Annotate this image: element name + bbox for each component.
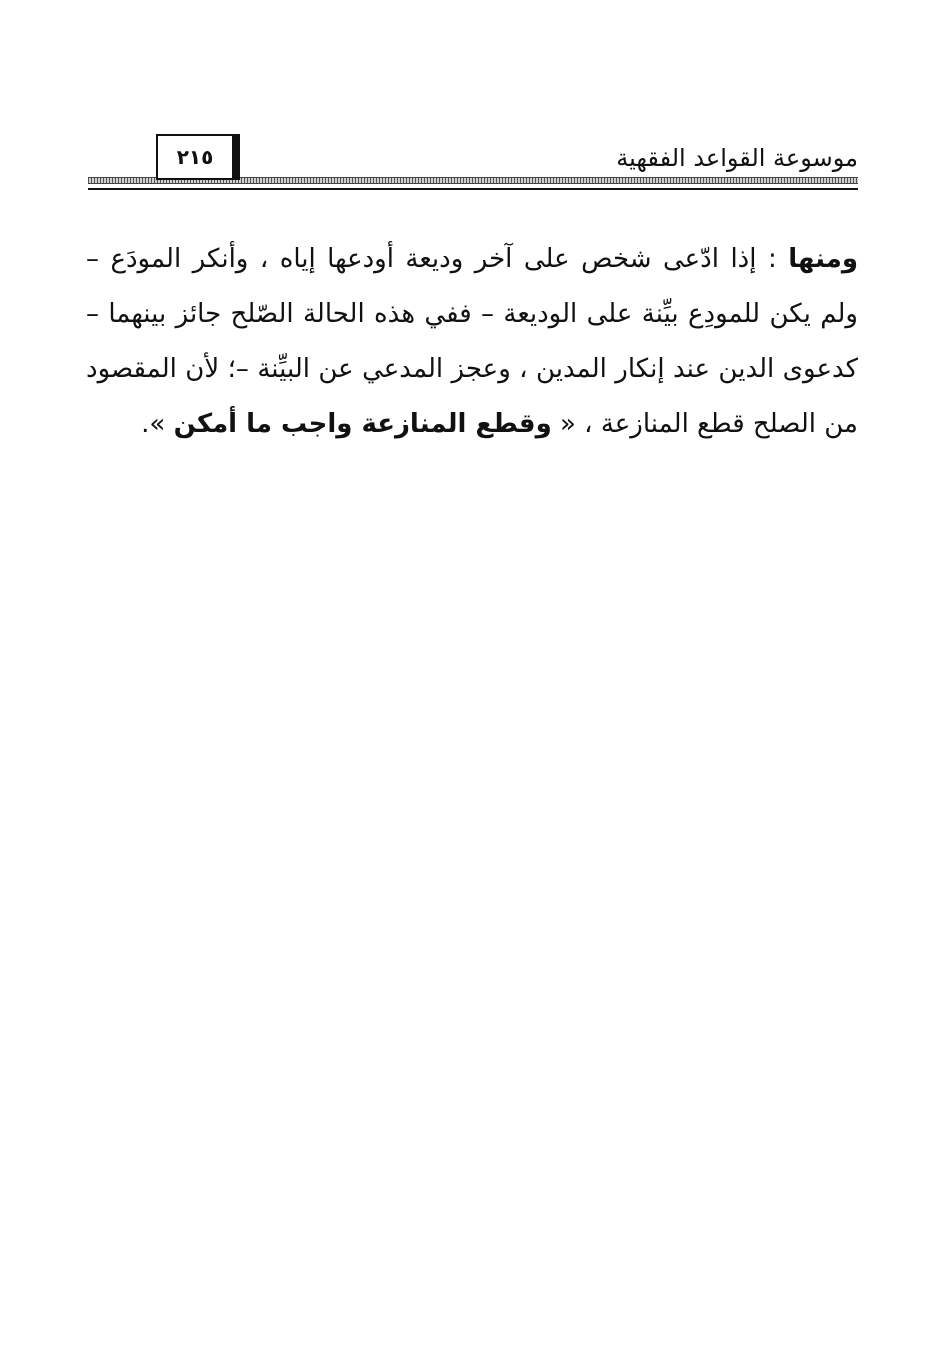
- page-header: [88, 134, 858, 194]
- book-title: موسوعة القواعد الفقهية: [616, 144, 858, 172]
- page-number: ٢١٥: [176, 145, 214, 169]
- page-number-box: [156, 134, 240, 180]
- closing-quote: ».: [141, 409, 174, 439]
- legal-maxim: وقطع المنازعة واجب ما أمكن: [173, 409, 552, 439]
- body-paragraph: [86, 232, 858, 452]
- paragraph-text: : إذا ادّعى شخص على آخر وديعة أودعها إياه ، وأنكر المودَع – ولم يكن للمودِع بيِّنة على الوديعة – ففي هذه الحالة الصّلح جائز بينهما – كدعوى الدين عند إنكار المدين ، وعجز المدعي عن البيِّنة –؛ لأن المقصود من الصلح قطع المنازعة ، «: [86, 244, 858, 439]
- lead-word: ومنها: [788, 244, 858, 274]
- header-rule-line: [88, 188, 858, 190]
